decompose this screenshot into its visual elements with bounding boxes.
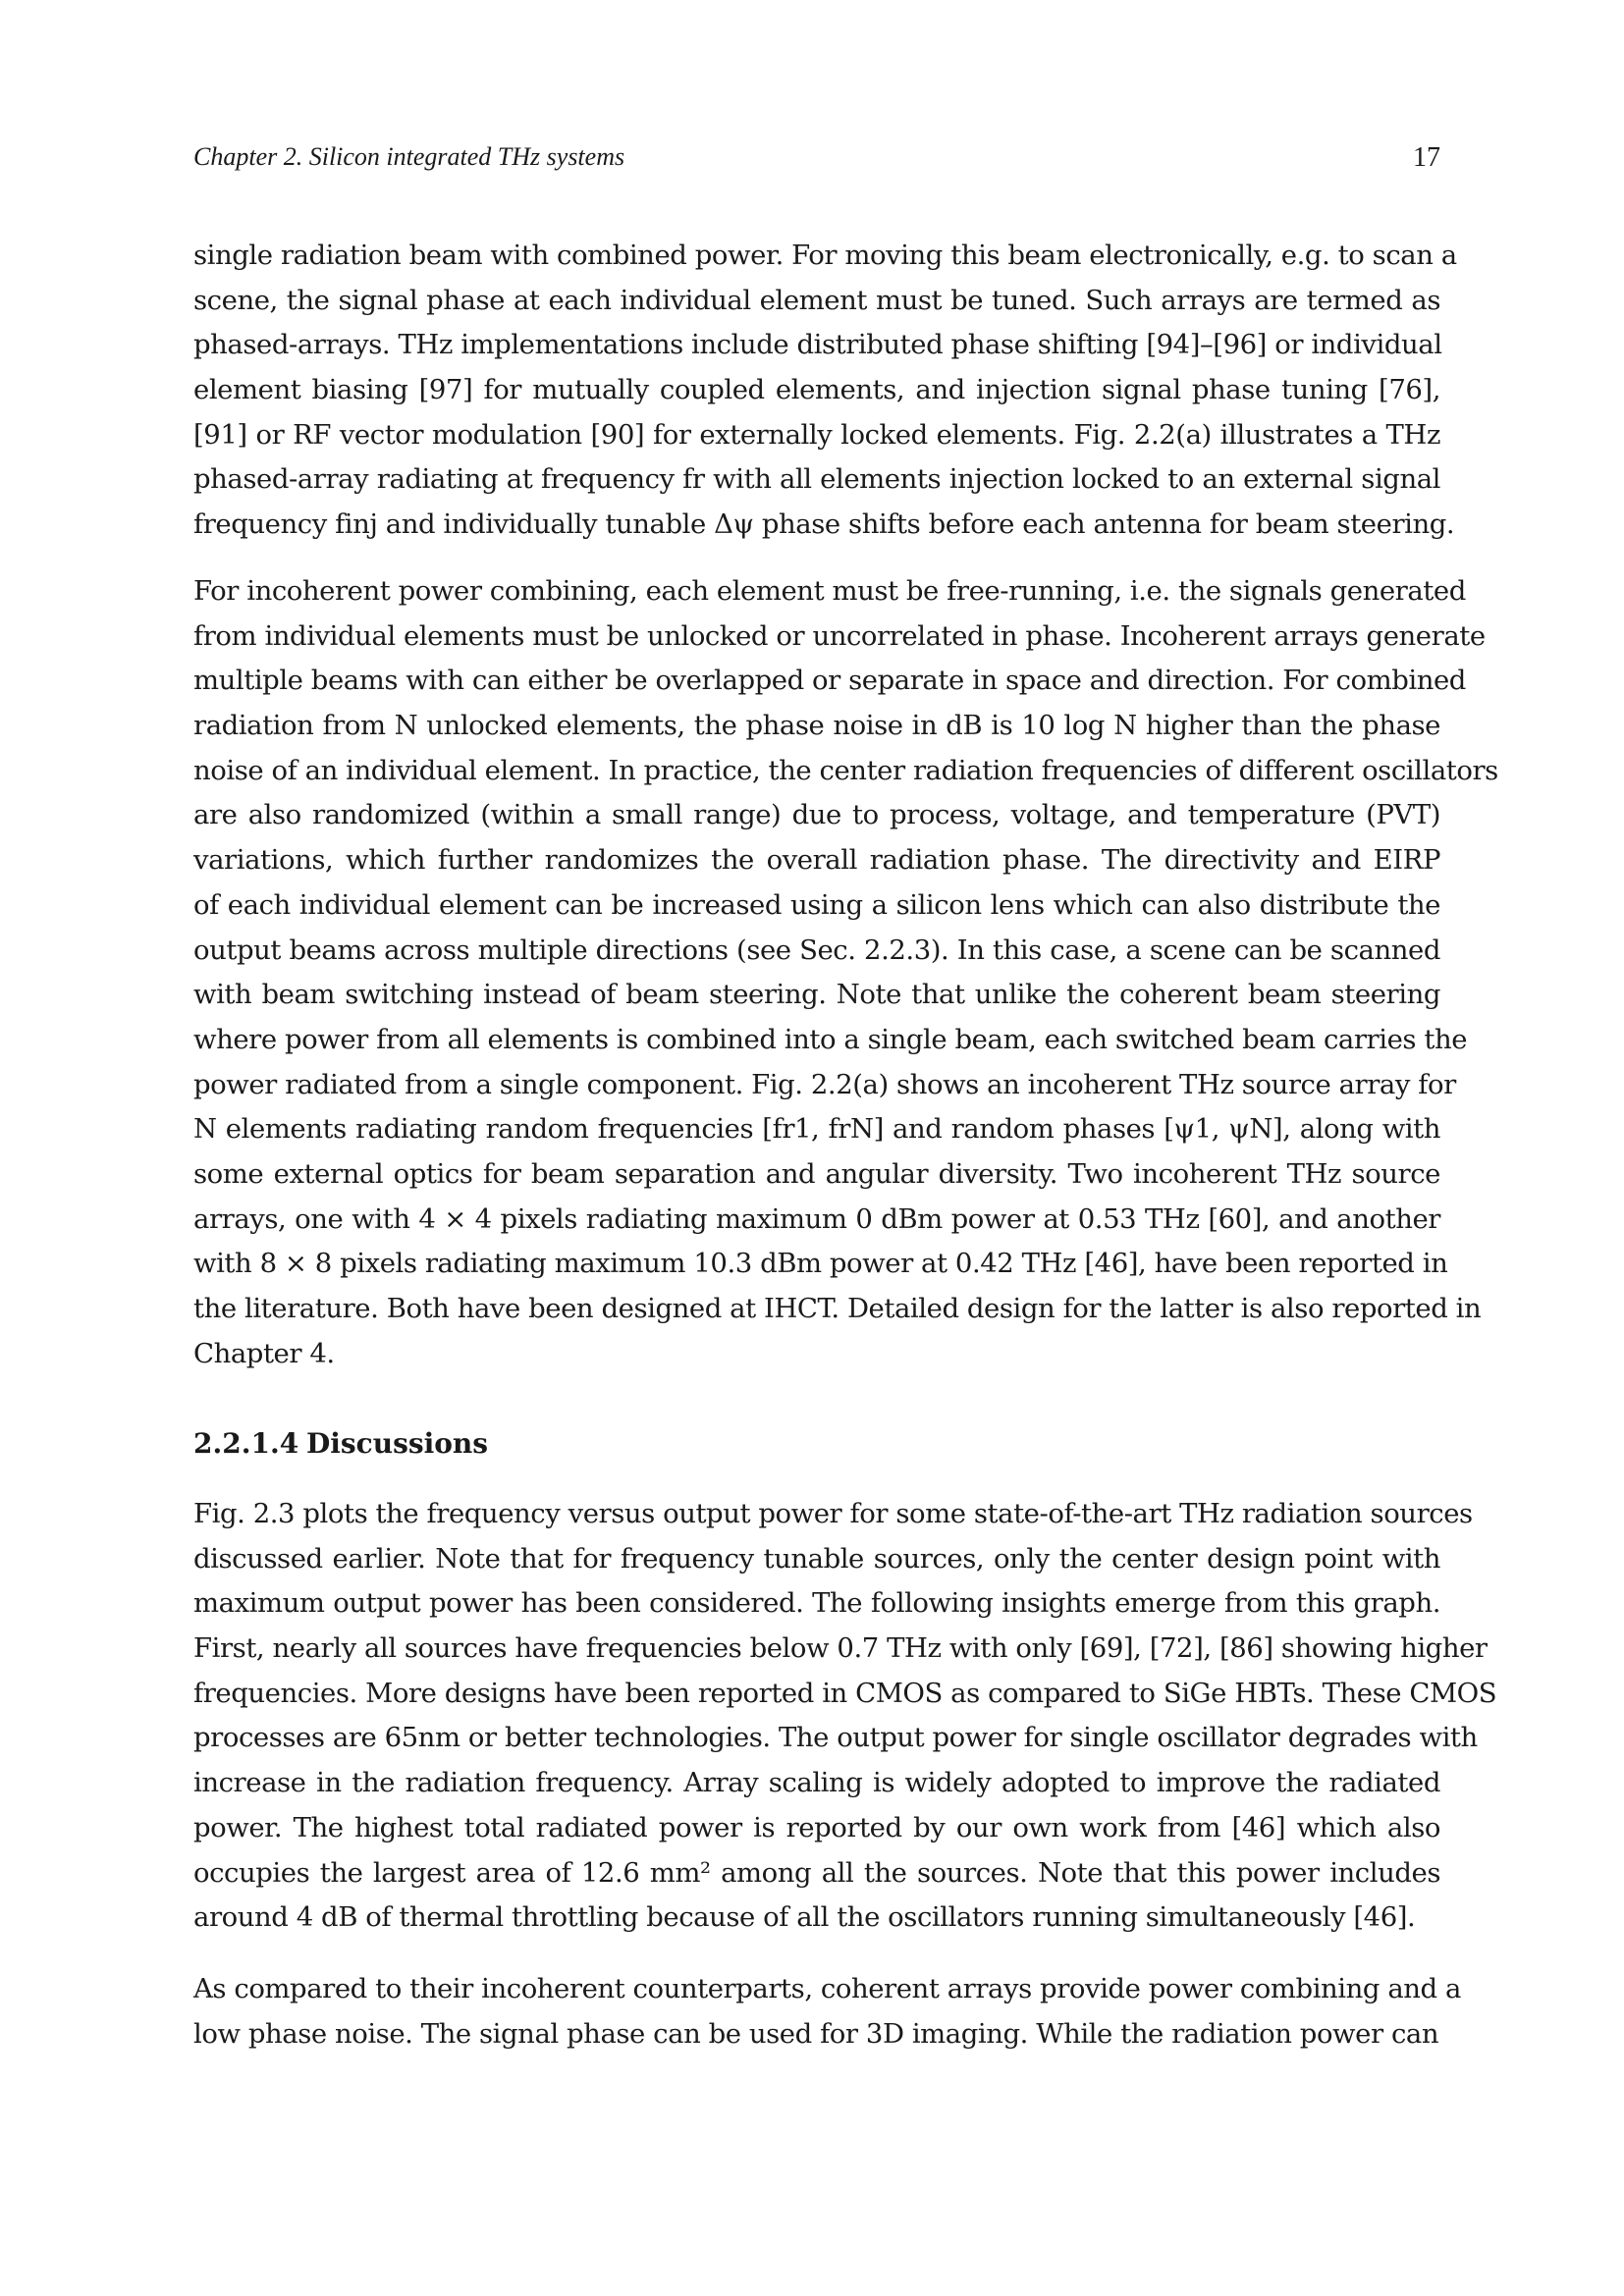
- text-line: with beam switching instead of beam steering. Note that unlike the coherent beam steering: [193, 979, 1440, 1011]
- text-line: discussed earlier. Note that for frequency tunable sources, only the center design point with: [193, 1542, 1440, 1575]
- text-line: increase in the radiation frequency. Array scaling is widely adopted to improve the radiated: [193, 1767, 1440, 1799]
- text-line: occupies the largest area of 12.6 mm² among all the sources. Note that this power includes: [193, 1856, 1440, 1889]
- text-line: with 8 × 8 pixels radiating maximum 10.3 dBm power at 0.42 THz [46], have been reported in: [193, 1248, 1448, 1280]
- text-line: from individual elements must be unlocked or uncorrelated in phase. Incoherent arrays generate: [193, 619, 1486, 652]
- text-line: First, nearly all sources have frequencies below 0.7 THz with only [69], [72], [86] showing higher: [193, 1632, 1488, 1665]
- text-line: frequencies. More designs have been reported in CMOS as compared to SiGe HBTs. These CMOS: [193, 1677, 1497, 1709]
- text-line: where power from all elements is combined into a single beam, each switched beam carries the: [193, 1023, 1468, 1055]
- text-line: noise of an individual element. In practice, the center radiation frequencies of different oscillators: [193, 754, 1498, 786]
- text-line: multiple beams with can either be overlapped or separate in space and direction. For combined: [193, 665, 1466, 697]
- text-line: power radiated from a single component. Fig. 2.2(a) shows an incoherent THz source array for: [193, 1068, 1456, 1100]
- text-line: single radiation beam with combined power. For moving this beam electronically, e.g. to scan a: [193, 240, 1457, 271]
- paragraph-discussions: [193, 1492, 1497, 1941]
- text-line: variations, which further randomizes the overall radiation phase. The directivity and EIRP: [193, 844, 1440, 877]
- text-line: frequency finj and individually tunable Δψ phase shifts before each antenna for beam steering.: [193, 508, 1455, 541]
- paragraph-coherent-comparison: [193, 1967, 1461, 2056]
- text-line: As compared to their incoherent counterparts, coherent arrays provide power combining and a: [193, 1973, 1461, 2004]
- section-number: 2.2.1.4: [193, 1427, 299, 1460]
- text-line: [91] or RF vector modulation [90] for externally locked elements. Fig. 2.2(a) illustrates a THz: [193, 418, 1440, 451]
- section-title: Discussions: [306, 1427, 489, 1460]
- text-line: maximum output power has been considered. The following insights emerge from this graph.: [193, 1587, 1440, 1620]
- text-line: low phase noise. The signal phase can be used for 3D imaging. While the radiation power can: [193, 2017, 1439, 2050]
- text-line: processes are 65nm or better technologies. The output power for single oscillator degrades with: [193, 1722, 1478, 1754]
- page-header: [193, 142, 1440, 182]
- text-line: phased-array radiating at frequency fr with all elements injection locked to an external signal: [193, 463, 1440, 496]
- text-line: power. The highest total radiated power is reported by our own work from [46] which also: [193, 1811, 1440, 1843]
- paragraph-phased-arrays: [193, 234, 1457, 548]
- running-head: Chapter 2. Silicon integrated THz systems: [193, 142, 625, 171]
- text-line: output beams across multiple directions (see Sec. 2.2.3). In this case, a scene can be scanned: [193, 934, 1440, 966]
- text-line: Fig. 2.3 plots the frequency versus output power for some state-of-the-art THz radiation sources: [193, 1498, 1473, 1529]
- text-line: the literature. Both have been designed at IHCT. Detailed design for the latter is also reported in: [193, 1293, 1482, 1324]
- section-heading: [193, 1421, 488, 1466]
- paragraph-incoherent-combining: [193, 569, 1498, 1376]
- text-line: radiation from N unlocked elements, the phase noise in dB is 10 log N higher than the phase: [193, 710, 1440, 742]
- text-line: phased-arrays. THz implementations include distributed phase shifting [94]–[96] or individual: [193, 329, 1442, 361]
- text-line: Chapter 4.: [193, 1337, 335, 1369]
- text-line: around 4 dB of thermal throttling because of all the oscillators running simultaneously [46].: [193, 1901, 1416, 1934]
- text-line: are also randomized (within a small range) due to process, voltage, and temperature (PVT): [193, 799, 1440, 831]
- text-line: For incoherent power combining, each element must be free-running, i.e. the signals generated: [193, 575, 1466, 607]
- page-number: 17: [1413, 142, 1440, 173]
- text-line: N elements radiating random frequencies [fr1, frN] and random phases [ψ1, ψN], along with: [193, 1113, 1440, 1146]
- text-line: of each individual element can be increased using a silicon lens which can also distribute the: [193, 888, 1440, 921]
- text-line: arrays, one with 4 × 4 pixels radiating maximum 0 dBm power at 0.53 THz [60], and another: [193, 1202, 1440, 1235]
- text-line: element biasing [97] for mutually coupled elements, and injection signal phase tuning [76],: [193, 374, 1440, 406]
- text-line: some external optics for beam separation and angular diversity. Two incoherent THz source: [193, 1157, 1440, 1190]
- text-line: scene, the signal phase at each individual element must be tuned. Such arrays are termed as: [193, 284, 1440, 316]
